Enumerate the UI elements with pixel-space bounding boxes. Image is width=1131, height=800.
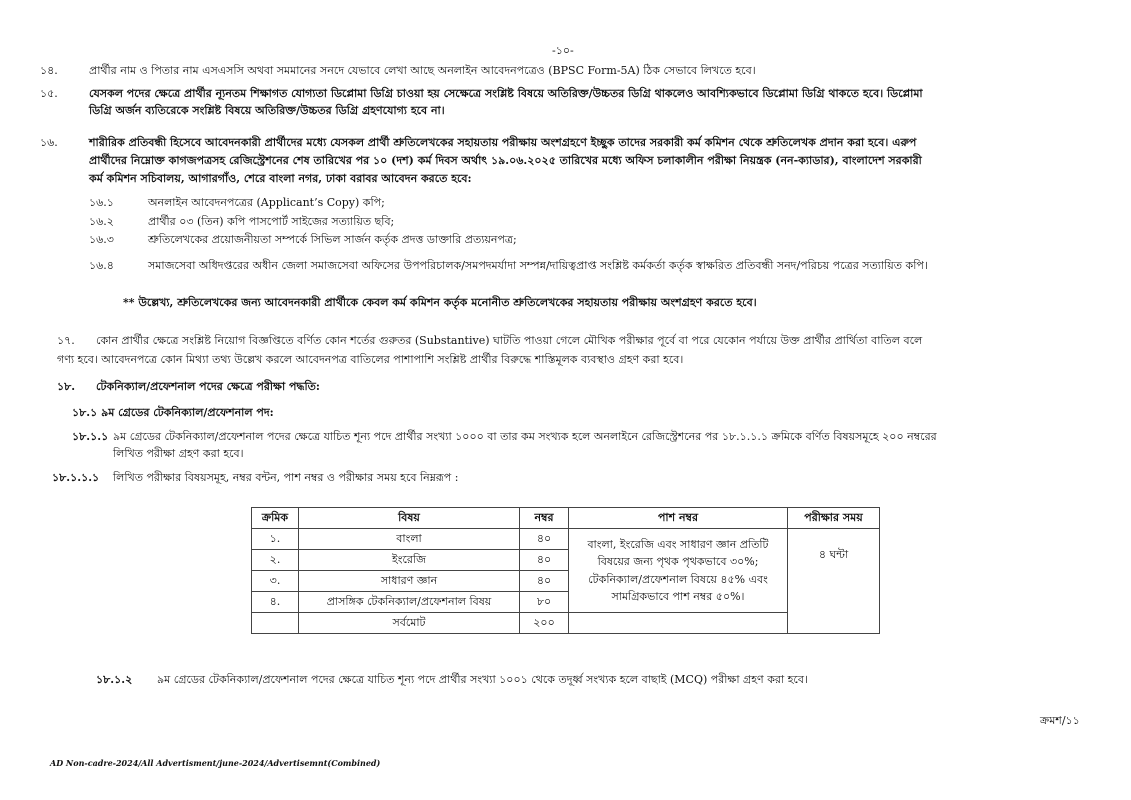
pass-marks-line: সামগ্রিকভাবে পাশ নম্বর ৫০%। <box>611 589 745 603</box>
pass-marks-line: টেকনিক্যাল/প্রফেশনাল বিষয়ে ৪৫% এবং <box>588 572 768 586</box>
item-18-1-1-number: ১৮.১.১ <box>72 430 109 443</box>
item-18-number: ১৮. <box>57 380 76 393</box>
item-18-1-heading: ১৮.১ ৯ম গ্রেডের টেকনিক্যাল/প্রফেশনাল পদ: <box>72 406 274 419</box>
item-16-3-number: ১৬.৩ <box>89 233 114 246</box>
total-label: সর্বমোট <box>299 613 520 634</box>
document-footer: AD Non-cadre-2024/All Advertisment/june-2024/Advertisemnt(Combined) <box>50 758 381 768</box>
row-subject: সাধারণ জ্ঞান <box>299 571 520 592</box>
item-16-3-text: শ্রুতিলেখকের প্রয়োজনীয়তা সম্পর্কে সিভিল সার্জন কর্তৃক প্রদত্ত ডাক্তারি প্রত্যয়নপত্র; <box>148 233 517 246</box>
marks-table <box>251 507 880 634</box>
row-subject: বাংলা <box>299 529 520 550</box>
row-serial: ৪. <box>252 592 299 613</box>
total-marks: ২০০ <box>520 613 569 634</box>
table-total-row <box>252 613 880 634</box>
item-18-1-1-line-1: ৯ম গ্রেডের টেকনিক্যাল/প্রফেশনাল পদের ক্ষেত্রে যাচিত শূন্য পদে প্রার্থীর সংখ্যা ১০০০ বা তার কম সংখ্যক হলে অনলাইনে রেজিস্ট্রেশনের পর ১৮.১.১.১ ক্রমিকে বর্ণিত বিষয়সমূহে ২০০ নম্বরের <box>113 430 937 443</box>
item-16-number: ১৬. <box>40 136 58 149</box>
header-subject: বিষয় <box>299 508 520 529</box>
table-header-row <box>252 508 880 529</box>
item-14-text: প্রার্থীর নাম ও পিতার নাম এসএসসি অথবা সমমানের সনদে যেভাবে লেখা আছে অনলাইন আবেদনপত্রেও (BPSC Form-5A) ঠিক সেভাবে লিখতে হবে। <box>89 64 756 77</box>
item-17-line-1: কোন প্রার্থীর ক্ষেত্রে সংশ্লিষ্ট নিয়োগ বিজ্ঞপ্তিতে বর্ণিত কোন শর্তের গুরুতর (Substantive) ঘাটতি পাওয়া গেলে মৌখিক পরীক্ষার পূর্বে বা পরে যেকোন পর্যায়ে উক্ত প্রার্থীর প্রার্থিতা বাতিল বলে <box>96 334 923 347</box>
item-16-2-text: প্রার্থীর ০৩ (তিন) কপি পাসপোর্ট সাইজের সত্যায়িত ছবি; <box>148 215 395 228</box>
item-17-line-2: গণ্য হবে। আবেদনপত্রে কোন মিথ্যা তথ্য উল্লেখ করলে আবেদনপত্র বাতিলের পাশাপাশি সংশ্লিষ্ট প্রার্থীর বিরুদ্ধে শাস্তিমূলক ব্যবস্থাও গ্রহণ করা হবে। <box>57 353 684 366</box>
header-exam-time: পরীক্ষার সময় <box>788 508 880 529</box>
pass-marks-line: বাংলা, ইংরেজি এবং সাধারণ জ্ঞান প্রতিটি <box>587 538 769 552</box>
row-serial: ২. <box>252 550 299 571</box>
item-16-4-text: সমাজসেবা অধিদপ্তরের অধীন জেলা সমাজসেবা অফিসের উপপরিচালক/সমপদমর্যাদা সম্পন্ন/দায়িত্বপ্রাপ্ত সংশ্লিষ্ট কর্মকর্তা কর্তৃক স্বাক্ষরিত প্রতিবন্ধী সনদ/পরিচয় পত্রের সত্যায়িত কপি। <box>148 259 928 272</box>
item-16-line-2: প্রার্থীদের নিম্নোক্ত কাগজপত্রসহ রেজিস্ট্রেশনের শেষ তারিখের পর ১০ (দশ) কর্ম দিবস অর্থাৎ ১৯.০৬.২০২৫ তারিখের মধ্যে অফিস চলাকালীন পরীক্ষা নিয়ন্ত্রক (নন-ক্যাডার), বাংলাদেশ সরকারী <box>89 154 922 167</box>
page-number: -১০- <box>552 44 574 57</box>
row-marks: ৮০ <box>520 592 569 613</box>
item-18-1-2-text: ৯ম গ্রেডের টেকনিক্যাল/প্রফেশনাল পদের ক্ষেত্রে যাচিত শূন্য পদে প্রার্থীর সংখ্যা ১০০১ থেকে তদূর্ধ্ব সংখ্যক হলে বাছাই (MCQ) পরীক্ষা গ্রহণ করা হবে। <box>157 673 808 686</box>
item-15-number: ১৫. <box>40 87 58 100</box>
item-18-1-1-line-2: লিখিত পরীক্ষা গ্রহণ করা হবে। <box>113 447 244 460</box>
item-18-1-2-number: ১৮.১.২ <box>96 673 133 686</box>
continued-marker: ক্রমশ/১১ <box>1040 714 1080 727</box>
item-18-heading: টেকনিক্যাল/প্রফেশনাল পদের ক্ষেত্রে পরীক্ষা পদ্ধতি: <box>96 380 320 393</box>
row-marks: ৪০ <box>520 571 569 592</box>
table-row <box>252 529 880 550</box>
pass-marks-cell <box>569 529 788 613</box>
total-pass-empty <box>569 613 788 634</box>
row-serial: ১. <box>252 529 299 550</box>
header-pass-marks: পাশ নম্বর <box>569 508 788 529</box>
item-16-line-3: কর্ম কমিশন সচিবালয়, আগারগাঁও, শেরে বাংলা নগর, ঢাকা বরাবর আবেদন করতে হবে: <box>89 172 472 185</box>
row-marks: ৪০ <box>520 550 569 571</box>
item-15-line-1: যেসকল পদের ক্ষেত্রে প্রার্থীর ন্যূনতম শিক্ষাগত যোগ্যতা ডিপ্লোমা ডিগ্রি চাওয়া হয় সেক্ষেত্রে সংশ্লিষ্ট বিষয়ে অতিরিক্ত/উচ্চতর ডিগ্রি থাকলেও আবশ্যিকভাবে ডিপ্লোমা ডিগ্রি থাকতে হবে। ডিপ্লোমা <box>89 87 923 100</box>
row-subject: ইংরেজি <box>299 550 520 571</box>
header-marks: নম্বর <box>520 508 569 529</box>
item-16-line-1: শারীরিক প্রতিবন্ধী হিসেবে আবেদনকারী প্রার্থীদের মধ্যে যেসকল প্রার্থী শ্রুতিলেখকের সহায়তায় পরীক্ষায় অংশগ্রহণে ইচ্ছুক তাদের সরকারী কর্ম কমিশন থেকে শ্রুতিলেখক প্রদান করা হবে। এরুপ <box>89 136 917 149</box>
pass-marks-line: বিষয়ের জন্য পৃথক পৃথকভাবে ৩০%; <box>597 555 759 569</box>
item-16-4-number: ১৬.৪ <box>89 259 114 272</box>
item-18-1-1-1-number: ১৮.১.১.১ <box>52 471 100 484</box>
exam-time-cell <box>788 529 880 634</box>
item-16-1-number: ১৬.১ <box>89 196 114 209</box>
total-serial-empty <box>252 613 299 634</box>
item-16-note: ** উল্লেখ্য, শ্রুতিলেখকের জন্য আবেদনকারী প্রার্থীকে কেবল কর্ম কমিশন কর্তৃক মনোনীত শ্রুতিলেখকের সহায়তায় পরীক্ষায় অংশগ্রহণ করতে হবে। <box>123 296 757 309</box>
row-serial: ৩. <box>252 571 299 592</box>
row-marks: ৪০ <box>520 529 569 550</box>
exam-time: ৪ ঘন্টা <box>818 548 849 561</box>
item-18-1-1-1-text: লিখিত পরীক্ষার বিষয়সমূহ, নম্বর বন্টন, পাশ নম্বর ও পরীক্ষার সময় হবে নিম্নরূপ : <box>113 471 459 484</box>
item-15-line-2: ডিগ্রি অর্জন ব্যতিরেকে সংশ্লিষ্ট বিষয়ে অতিরিক্ত/উচ্চতর ডিগ্রি গ্রহণযোগ্য হবে না। <box>89 104 445 117</box>
item-16-1-text: অনলাইন আবেদনপত্রের (Applicant’s Copy) কপি; <box>148 196 385 209</box>
item-16-2-number: ১৬.২ <box>89 215 114 228</box>
header-serial: ক্রমিক <box>252 508 299 529</box>
row-subject: প্রাসঙ্গিক টেকনিক্যাল/প্রফেশনাল বিষয় <box>299 592 520 613</box>
item-17-number: ১৭. <box>57 334 75 347</box>
item-14-number: ১৪. <box>40 64 58 77</box>
